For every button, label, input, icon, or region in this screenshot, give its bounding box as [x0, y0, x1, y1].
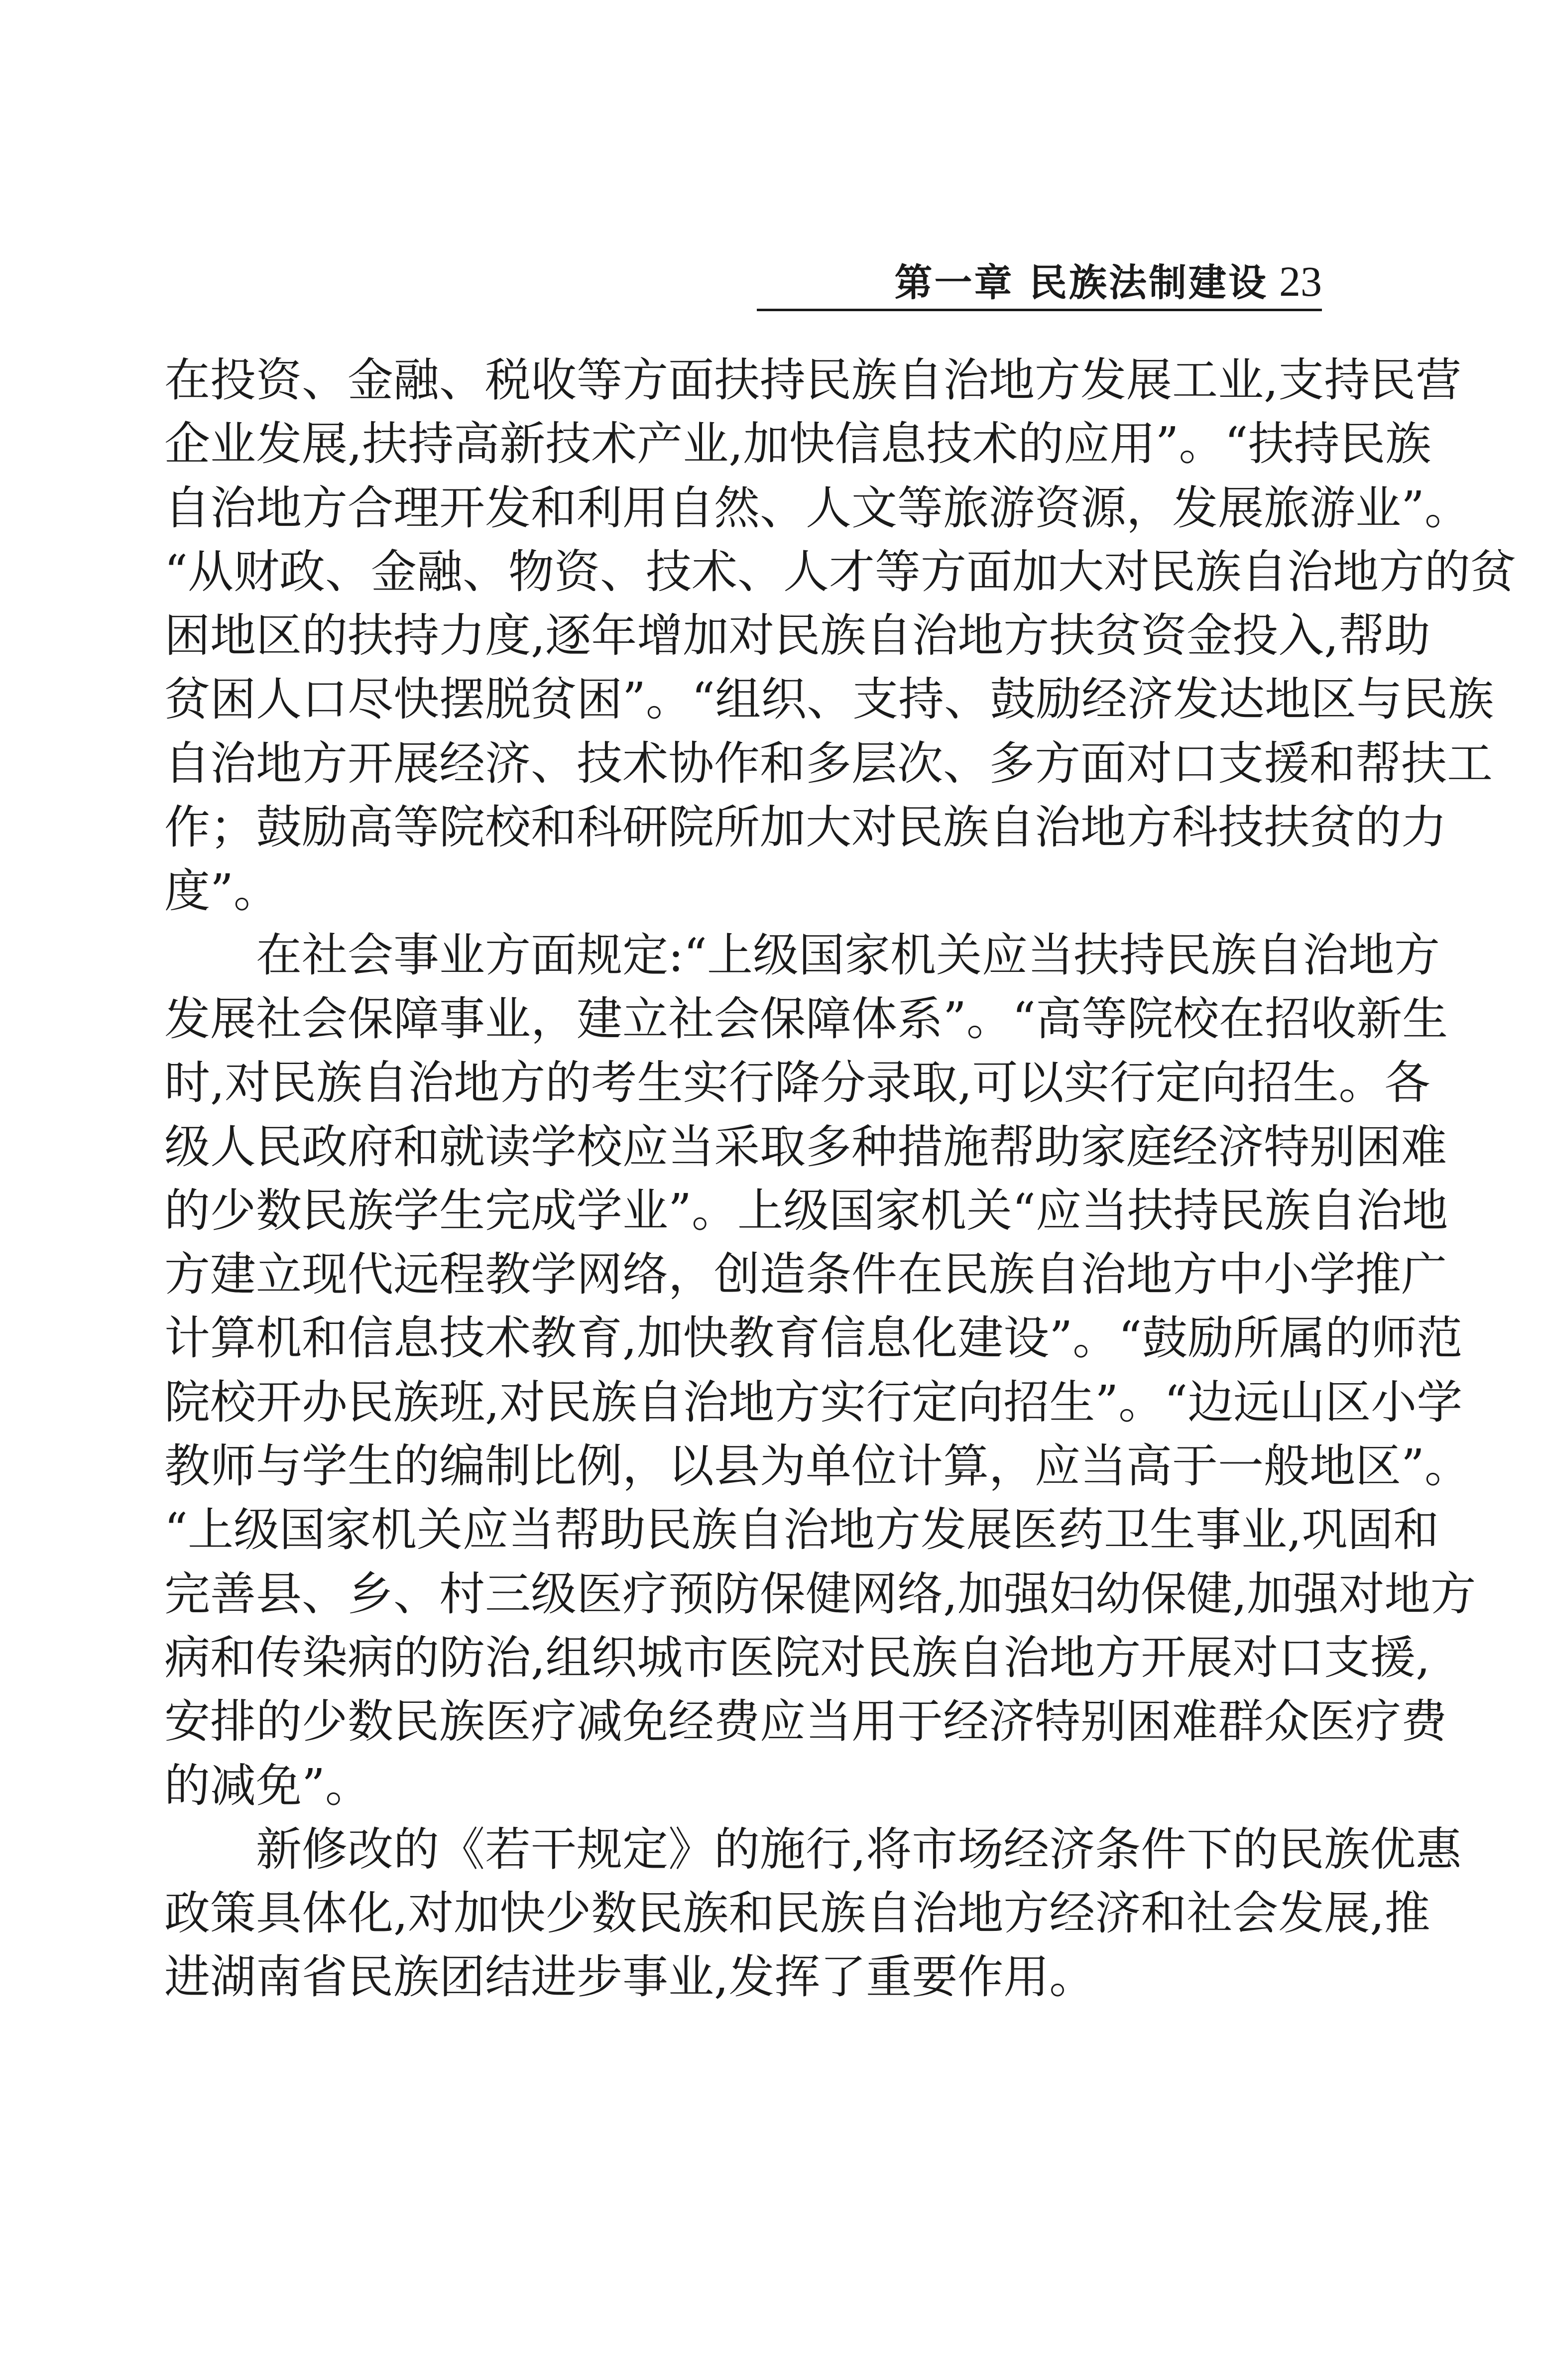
- text-line: 困地区的扶持力度,逐年增加对民族自治地方扶贫资金投入,帮助: [164, 609, 1430, 663]
- text-line: 级人民政府和就读学校应当采取多种措施帮助家庭经济特别困难: [164, 1120, 1447, 1174]
- text-line: 教师与学生的编制比例，以县为单位计算，应当高于一般地区”。: [164, 1439, 1471, 1493]
- text-line: 完善县、乡、村三级医疗预防保健网络,加强妇幼保健,加强对地方: [164, 1567, 1476, 1621]
- text-line: 作；鼓励高等院校和科研院所加大对民族自治地方科技扶贫的力: [164, 801, 1447, 854]
- running-header: [757, 256, 1322, 311]
- paragraph-2: [164, 924, 1476, 1818]
- text-line: 安排的少数民族医疗减免经费应当用于经济特别困难群众医疗费: [164, 1695, 1447, 1749]
- text-line: 新修改的《若干规定》的施行,将市场经济条件下的民族优惠: [256, 1822, 1462, 1876]
- text-line: “上级国家机关应当帮助民族自治地方发展医药卫生事业,巩固和: [164, 1503, 1439, 1557]
- text-line: 自治地方开展经济、技术协作和多层次、多方面对口支援和帮扶工: [164, 736, 1493, 790]
- text-line: 计算机和信息技术教育,加快教育信息化建设”。“鼓励所属的师范: [164, 1311, 1463, 1365]
- text-line: 政策具体化,对加快少数民族和民族自治地方经济和社会发展,推: [164, 1887, 1430, 1940]
- text-line: 企业发展,扶持高新技术产业,加快信息技术的应用”。“扶持民族: [164, 417, 1431, 471]
- text-line: 贫困人口尽快摆脱贫困”。“组织、支持、鼓励经济发达地区与民族: [164, 673, 1494, 726]
- text-line: 的少数民族学生完成学业”。上级国家机关“应当扶持民族自治地: [164, 1184, 1448, 1237]
- page-number: 23: [1279, 257, 1322, 305]
- paragraph-1: [164, 349, 1517, 924]
- text-line: 在投资、金融、税收等方面扶持民族自治地方发展工业,支持民营: [164, 354, 1462, 407]
- text-line: 度”。: [164, 864, 280, 918]
- chapter-title: 第一章 民族法制建设: [894, 260, 1268, 305]
- text-line: 发展社会保障事业，建立社会保障体系”。“高等院校在招收新生: [164, 992, 1448, 1046]
- text-line: 的减免”。: [164, 1759, 371, 1812]
- text-line: 病和传染病的防治,组织城市医院对民族自治地方开展对口支援,: [164, 1631, 1430, 1684]
- body-text: [164, 349, 1517, 2010]
- text-line: 方建立现代远程教学网络，创造条件在民族自治地方中小学推广: [164, 1248, 1447, 1302]
- text-line: “从财政、金融、物资、技术、人才等方面加大对民族自治地方的贫: [164, 545, 1517, 598]
- text-line: 进湖南省民族团结进步事业,发挥了重要作用。: [164, 1950, 1095, 2004]
- text-line: 时,对民族自治地方的考生实行降分录取,可以实行定向招生。各: [164, 1056, 1430, 1110]
- text-line: 自治地方合理开发和利用自然、人文等旅游资源，发展旅游业”。: [164, 481, 1471, 535]
- text-line: 院校开办民族班,对民族自治地方实行定向招生”。“边远山区小学: [164, 1375, 1463, 1429]
- paragraph-3: [164, 1818, 1462, 2010]
- text-line: 在社会事业方面规定:“上级国家机关应当扶持民族自治地方: [256, 928, 1440, 982]
